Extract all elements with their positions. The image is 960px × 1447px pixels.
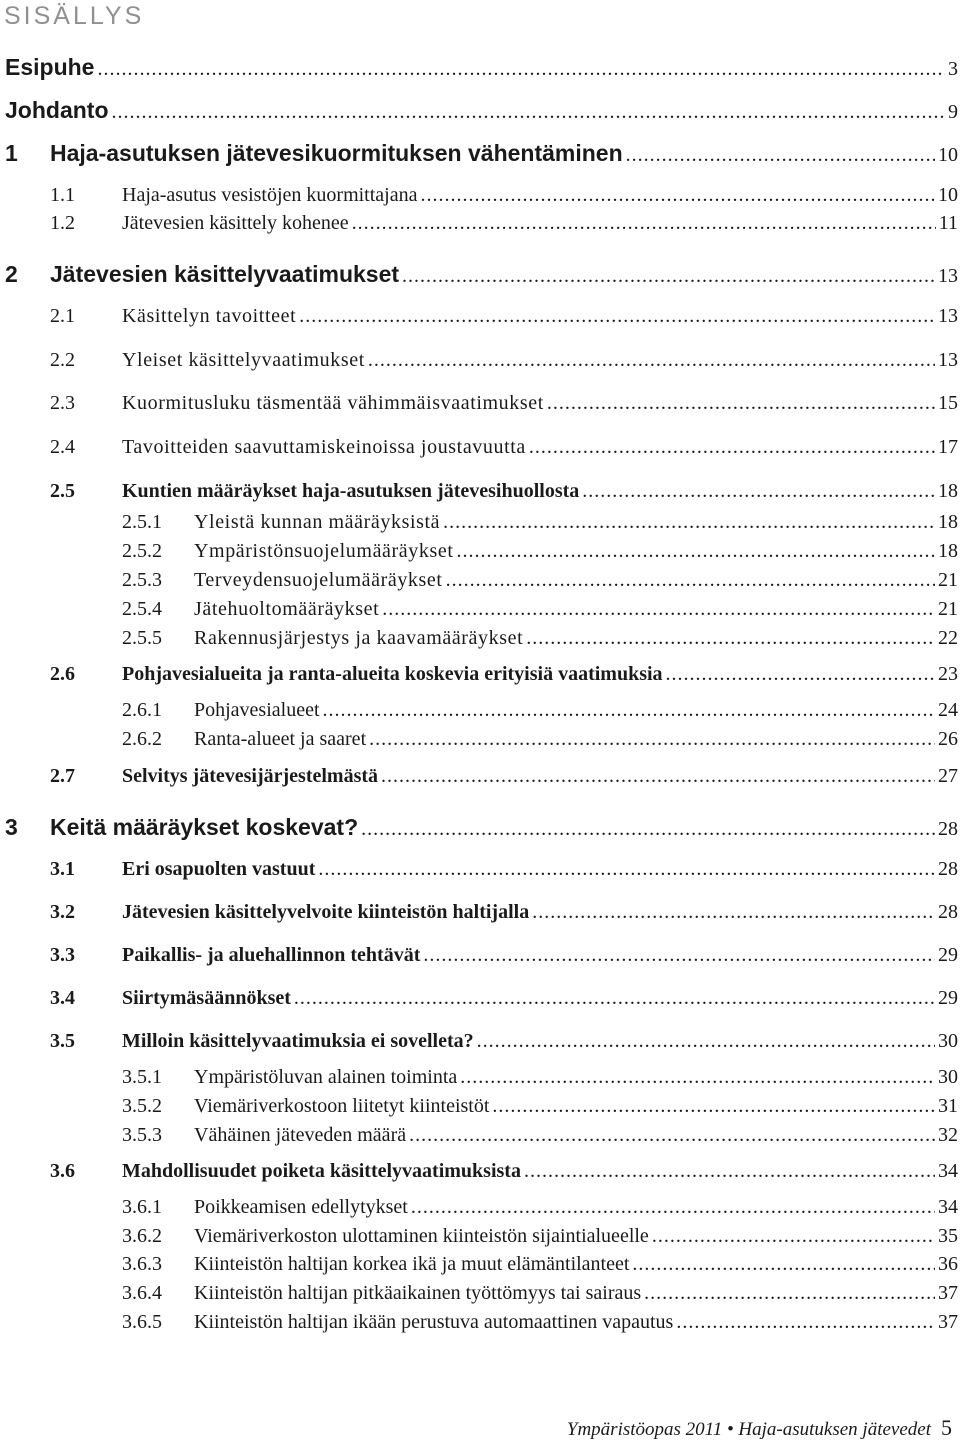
toc-leader-dots	[409, 1124, 935, 1147]
toc-entry[interactable]	[0, 569, 960, 599]
toc-entry-number: 3.4	[50, 987, 75, 1009]
toc-entry-title: Haja-asutus vesistöjen kuormittajana	[122, 184, 418, 206]
toc-entry-page: 28	[938, 858, 958, 880]
toc-entry[interactable]	[0, 858, 960, 888]
toc-entry[interactable]	[0, 1253, 960, 1283]
toc-entry-page: 29	[938, 987, 958, 1009]
toc-entry-number: 2	[5, 261, 18, 287]
toc-entry-title: Paikallis- ja aluehallinnon tehtävät	[122, 944, 421, 966]
toc-leader-dots	[582, 480, 935, 503]
toc-entry-title: Rakennusjärjestys ja kaavamääräykset	[194, 627, 524, 649]
toc-leader-dots	[524, 1160, 935, 1183]
toc-entry-title: Selvitys jätevesijärjestelmästä	[122, 765, 379, 787]
toc-leader-dots	[420, 184, 935, 207]
toc-entry[interactable]	[0, 540, 960, 570]
toc-entry-title: Viemäriverkostoon liitetyt kiinteistöt	[194, 1095, 490, 1117]
toc-leader-dots	[526, 627, 935, 650]
toc-entry-title: Milloin käsittelyvaatimuksia ei sovelleta?	[122, 1030, 474, 1052]
toc-entry[interactable]	[0, 261, 960, 291]
toc-entry-number: 2.5.4	[122, 598, 162, 620]
toc-entry[interactable]	[0, 184, 960, 214]
toc-entry-page: 22	[938, 627, 958, 649]
toc-entry-number: 3.6.1	[122, 1196, 162, 1218]
toc-entry-page: 18	[938, 480, 958, 502]
toc-leader-dots	[97, 58, 945, 81]
toc-entry-number: 3.6.2	[122, 1225, 162, 1247]
toc-entry-title: Keitä määräykset koskevat?	[50, 814, 359, 840]
toc-entry-number: 1.2	[50, 212, 75, 234]
toc-entry[interactable]	[0, 1225, 960, 1255]
toc-entry-number: 3.5.2	[122, 1095, 162, 1117]
toc-entry-page: 11	[938, 212, 958, 234]
toc-entry-page: 34	[938, 1196, 958, 1218]
toc-entry-number: 3.2	[50, 901, 75, 923]
toc-entry[interactable]	[0, 987, 960, 1017]
toc-leader-dots	[361, 818, 935, 841]
toc-entry-number: 2.5.1	[122, 511, 162, 533]
toc-entry-title: Kuormitusluku täsmentää vähimmäisvaatimukset	[122, 392, 544, 414]
toc-leader-dots	[532, 901, 935, 924]
toc-entry-number: 2.6	[50, 663, 75, 685]
toc-leader-dots	[443, 511, 935, 534]
toc-entry-page: 26	[938, 728, 958, 750]
toc-entry[interactable]	[0, 663, 960, 693]
toc-entry[interactable]	[0, 305, 960, 335]
toc-entry-title: Siirtymäsäännökset	[122, 987, 291, 1009]
toc-entry[interactable]	[0, 511, 960, 541]
toc-entry-page: 36	[938, 1253, 958, 1275]
toc-entry-number: 1.1	[50, 184, 75, 206]
footer-page-number: 5	[941, 1415, 952, 1440]
toc-entry-number: 3.6.3	[122, 1253, 162, 1275]
toc-entry-title: Kiinteistön haltijan pitkäaikainen työttömyys tai sairaus	[194, 1282, 642, 1304]
toc-entry-title: Jätehuoltomääräykset	[194, 598, 380, 620]
toc-entry-page: 32	[938, 1124, 958, 1146]
toc-entry-title: Kuntien määräykset haja-asutuksen jätevesihuollosta	[122, 480, 580, 502]
toc-entry[interactable]	[0, 1124, 960, 1154]
toc-entry-page: 10	[938, 144, 958, 166]
toc-entry[interactable]	[0, 598, 960, 628]
toc-entry-page: 13	[938, 349, 958, 371]
toc-entry-number: 3.6.5	[122, 1311, 162, 1333]
toc-entry-title: Ranta-alueet ja saaret	[194, 728, 367, 750]
toc-entry-page: 13	[938, 265, 958, 287]
toc-entry[interactable]	[0, 97, 960, 127]
toc-entry-title: Yleiset käsittelyvaatimukset	[122, 349, 365, 371]
toc-entry[interactable]	[0, 627, 960, 657]
toc-entry-number: 3.5.1	[122, 1066, 162, 1088]
toc-entry-number: 3.6.4	[122, 1282, 162, 1304]
toc-entry-title: Pohjavesialueita ja ranta-alueita koskevia erityisiä vaatimuksia	[122, 663, 663, 685]
toc-entry-number: 2.6.2	[122, 728, 162, 750]
toc-entry-page: 28	[938, 818, 958, 840]
toc-entry-title: Johdanto	[5, 97, 109, 123]
toc-entry-page: 10	[938, 184, 958, 206]
toc-entry-title: Terveydensuojelumääräykset	[194, 569, 443, 591]
toc-leader-dots	[411, 1196, 935, 1219]
toc-entry-page: 28	[938, 901, 958, 923]
toc-entry-title: Vähäinen jäteveden määrä	[194, 1124, 407, 1146]
toc-entry-title: Ympäristöluvan alainen toiminta	[194, 1066, 458, 1088]
toc-entry[interactable]	[0, 1030, 960, 1060]
toc-entry[interactable]	[0, 54, 960, 84]
toc-leader-dots	[644, 1282, 935, 1305]
toc-entry[interactable]	[0, 392, 960, 422]
toc-leader-dots	[632, 1253, 935, 1276]
toc-leader-dots	[368, 349, 935, 372]
toc-entry[interactable]	[0, 480, 960, 510]
toc-leader-dots	[652, 1225, 935, 1248]
toc-leader-dots	[352, 212, 936, 235]
toc-entry[interactable]	[0, 1311, 960, 1341]
toc-leader-dots	[423, 944, 935, 967]
toc-entry-number: 3.6	[50, 1160, 75, 1182]
toc-entry[interactable]	[0, 765, 960, 795]
toc-leader-dots	[402, 265, 935, 288]
toc-entry-page: 30	[938, 1066, 958, 1088]
toc-entry[interactable]	[0, 901, 960, 931]
toc-entry-number: 2.5.2	[122, 540, 162, 562]
toc-leader-dots	[294, 987, 935, 1010]
toc-entry-page: 37	[938, 1282, 958, 1304]
toc-entry-page: 18	[938, 511, 958, 533]
toc-entry-page: 3	[948, 58, 958, 80]
toc-leader-dots	[369, 728, 935, 751]
toc-entry-number: 3.5.3	[122, 1124, 162, 1146]
toc-entry-number: 3	[5, 814, 18, 840]
toc-leader-dots	[381, 765, 935, 788]
toc-leader-dots	[323, 699, 935, 722]
toc-entry-page: 23	[938, 663, 958, 685]
toc-entry-page: 21	[938, 569, 958, 591]
toc-entry[interactable]	[0, 1282, 960, 1312]
toc-entry-number: 2.6.1	[122, 699, 162, 721]
toc-entry-title: Mahdollisuudet poiketa käsittelyvaatimuksista	[122, 1160, 521, 1182]
toc-entry-number: 3.3	[50, 944, 75, 966]
toc-entry-page: 34	[938, 1160, 958, 1182]
toc-entry-title: Poikkeamisen edellytykset	[194, 1196, 408, 1218]
toc-entry-title: Haja-asutuksen jätevesikuormituksen vähentäminen	[50, 140, 623, 166]
toc-entry-number: 2.5.3	[122, 569, 162, 591]
toc-leader-dots	[547, 392, 935, 415]
toc-entry-number: 2.2	[50, 349, 75, 371]
toc-entry-title: Tavoitteiden saavuttamiskeinoissa joustavuutta	[122, 436, 526, 458]
footer-text: Ympäristöopas 2011 • Haja-asutuksen jätevedet	[566, 1419, 931, 1440]
toc-entry-title: Käsittelyn tavoitteet	[122, 305, 297, 327]
toc-entry-number: 2.4	[50, 436, 75, 458]
toc-leader-dots	[318, 858, 935, 881]
toc-leader-dots	[112, 101, 946, 124]
toc-entry[interactable]	[0, 944, 960, 974]
toc-entry-title: Pohjavesialueet	[194, 699, 320, 721]
toc-leader-dots	[460, 1066, 935, 1089]
toc-leader-dots	[382, 598, 935, 621]
toc-entry-number: 2.7	[50, 765, 75, 787]
toc-entry-page: 15	[938, 392, 958, 414]
toc-entry-number: 2.3	[50, 392, 75, 414]
toc-entry-title: Jätevesien käsittelyvaatimukset	[50, 261, 400, 287]
toc-leader-dots	[626, 144, 935, 167]
toc-leader-dots	[529, 436, 935, 459]
toc-entry-page: 30	[938, 1030, 958, 1052]
toc-entry[interactable]	[0, 212, 960, 242]
toc-entry[interactable]	[0, 728, 960, 758]
toc-entry-number: 3.1	[50, 858, 75, 880]
toc-entry-title: Viemäriverkoston ulottaminen kiinteistön sijaintialueelle	[194, 1225, 649, 1247]
toc-leader-dots	[456, 540, 935, 563]
toc-entry-title: Jätevesien käsittelyvelvoite kiinteistön haltijalla	[122, 901, 530, 923]
toc-entry-title: Kiinteistön haltijan korkea ikä ja muut elämäntilanteet	[194, 1253, 630, 1275]
toc-leader-dots	[477, 1030, 935, 1053]
toc-leader-dots	[299, 305, 935, 328]
toc-entry-page: 21	[938, 598, 958, 620]
toc-entry-title: Jätevesien käsittely kohenee	[122, 212, 349, 234]
toc-entry[interactable]	[0, 349, 960, 379]
toc-entry-title: Kiinteistön haltijan ikään perustuva automaattinen vapautus	[194, 1311, 674, 1333]
toc-leader-dots	[446, 569, 935, 592]
toc-entry-page: 17	[938, 436, 958, 458]
toc-entry-page: 35	[938, 1225, 958, 1247]
toc-leader-dots	[666, 663, 935, 686]
toc-entry-page: 9	[948, 101, 958, 123]
toc-entry-page: 27	[938, 765, 958, 787]
toc-entry-number: 2.5.5	[122, 627, 162, 649]
toc-entry[interactable]	[0, 699, 960, 729]
toc-entry[interactable]	[0, 1095, 960, 1125]
toc-entry-title: Yleistä kunnan määräyksistä	[194, 511, 441, 533]
toc-entry-page: 29	[938, 944, 958, 966]
toc-entry[interactable]	[0, 436, 960, 466]
toc-entry[interactable]	[0, 140, 960, 170]
toc-entry-title: Esipuhe	[5, 54, 95, 80]
toc-entry-title: Eri osapuolten vastuut	[122, 858, 316, 880]
toc-entry-page: 18	[938, 540, 958, 562]
page-footer	[567, 1415, 952, 1441]
toc-entry-page: 13	[938, 305, 958, 327]
toc-entry-number: 2.1	[50, 305, 75, 327]
toc-entry-number: 2.5	[50, 480, 75, 502]
toc-heading: SISÄLLYS	[4, 2, 145, 30]
toc-entry-page: 37	[938, 1311, 958, 1333]
toc-entry-page: 24	[938, 699, 958, 721]
toc-entry[interactable]	[0, 814, 960, 844]
toc-entry[interactable]	[0, 1196, 960, 1226]
toc-entry[interactable]	[0, 1066, 960, 1096]
toc-entry-number: 3.5	[50, 1030, 75, 1052]
toc-entry-title: Ympäristönsuojelumääräykset	[194, 540, 454, 562]
toc-leader-dots	[492, 1095, 935, 1118]
toc-leader-dots	[676, 1311, 935, 1334]
toc-entry-page: 31	[938, 1095, 958, 1117]
toc-entry[interactable]	[0, 1160, 960, 1190]
toc-entry-number: 1	[5, 140, 18, 166]
